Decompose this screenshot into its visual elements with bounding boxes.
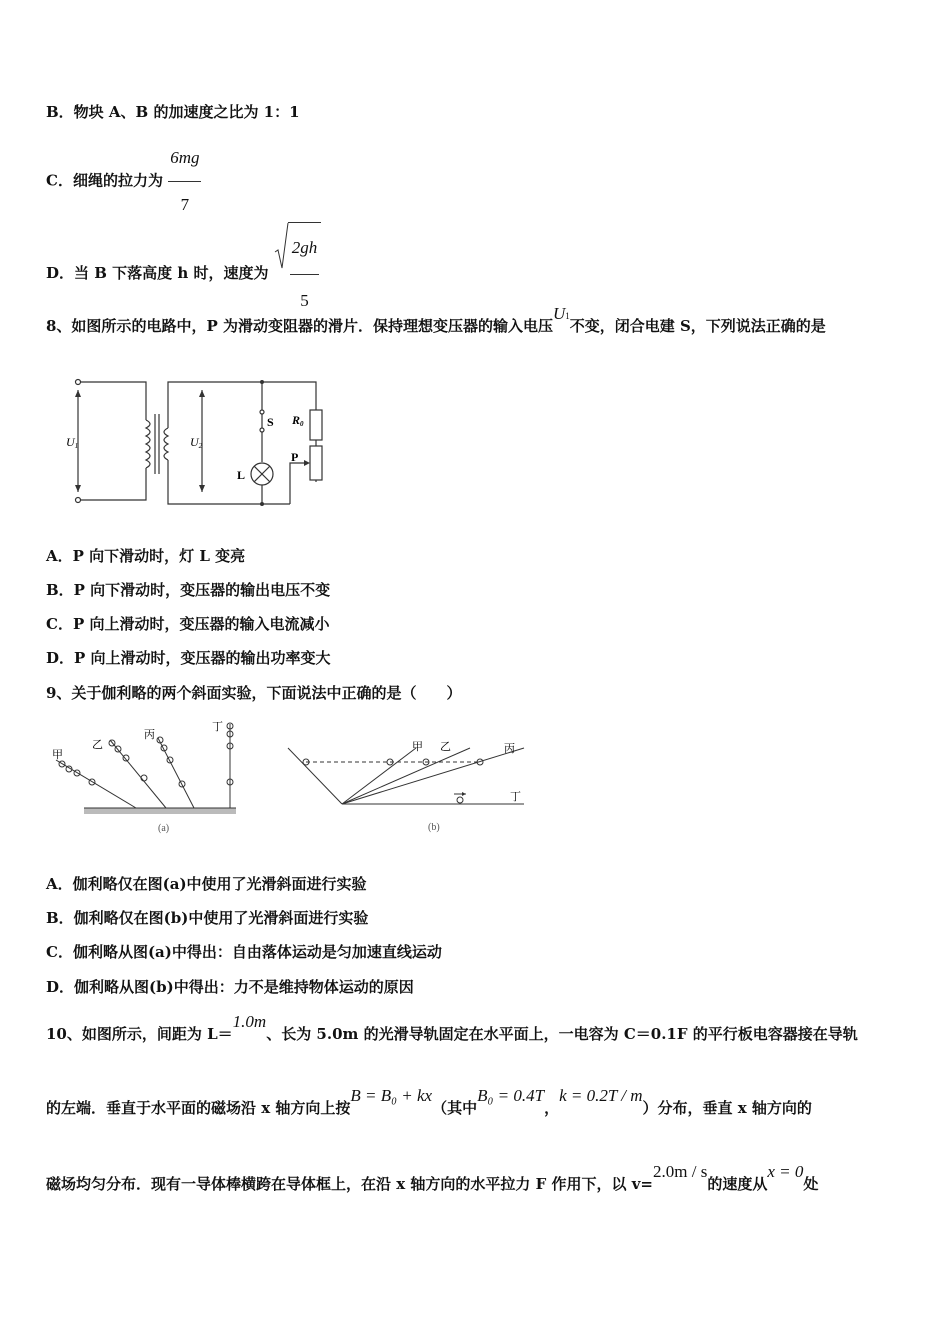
fig-a-caption: (a) bbox=[158, 823, 170, 834]
q10-l2-math-2: B₀ = 0.4T bbox=[477, 1086, 545, 1105]
fig-a-label-ding: 丁 bbox=[212, 721, 223, 733]
q7-option-d-sqrt bbox=[274, 222, 322, 326]
q7-option-c-text: C．细绳的拉力为 bbox=[46, 171, 163, 190]
q9-figure-b bbox=[280, 730, 530, 840]
radical-sign-icon bbox=[274, 222, 290, 270]
q9-stem: 9、关于伽利略的两个斜面实验，下面说法中正确的是（ ） bbox=[46, 684, 462, 702]
q8-stem-u1 bbox=[553, 304, 570, 326]
q10-l3-text-a: 磁场均匀分布．现有一导体棒横跨在导体框上，在沿 x 轴方向的水平拉力 F 作用下，以 v= bbox=[46, 1175, 653, 1193]
q10-l2-text-c: ， bbox=[544, 1099, 560, 1117]
fig-b-label-bing: 丙 bbox=[504, 743, 515, 755]
q7-option-d bbox=[46, 222, 321, 326]
q7-option-d-text: D．当 B 下落高度 h 时，速度为 bbox=[46, 264, 269, 282]
q7-option-d-fraction bbox=[290, 223, 320, 326]
q10-line-2 bbox=[46, 1086, 812, 1118]
q8-label-s: S bbox=[267, 415, 274, 429]
q8-option-c: C．P 向上滑动时，变压器的输入电流减小 bbox=[46, 615, 330, 633]
fig-a-label-yi: 乙 bbox=[92, 739, 103, 751]
q10-l1-text-a: 10、如图所示，间距为 L＝ bbox=[46, 1025, 233, 1043]
q10-l2-text-a: 的左端．垂直于水平面的磁场沿 x 轴方向上按 bbox=[46, 1099, 351, 1117]
q10-l3-text-c: 处 bbox=[803, 1175, 819, 1193]
q10-l3-text-b: 的速度从 bbox=[707, 1175, 768, 1193]
q9-option-c: C．伽利略从图(a)中得出：自由落体运动是匀加速直线运动 bbox=[46, 943, 442, 961]
q9-option-d: D．伽利略从图(b)中得出：力不是维持物体运动的原因 bbox=[46, 978, 414, 996]
q8-label-u1: U1 bbox=[66, 435, 79, 450]
fig-a-label-bing: 丙 bbox=[144, 729, 155, 741]
fig-b-label-ding: 丁 bbox=[510, 791, 521, 803]
q9-option-b: B．伽利略仅在图(b)中使用了光滑斜面进行实验 bbox=[46, 909, 369, 927]
q10-l2-math-1: B = B₀ + kx bbox=[350, 1086, 433, 1105]
q8-circuit-diagram bbox=[62, 370, 332, 512]
q7-option-d-numerator: 2gh bbox=[290, 223, 320, 275]
fig-b-label-jia: 甲 bbox=[412, 741, 423, 753]
q10-l2-math-3: k = 0.2T / m bbox=[559, 1086, 643, 1105]
q9-option-a: A．伽利略仅在图(a)中使用了光滑斜面进行实验 bbox=[46, 875, 367, 893]
q8-option-d: D．P 向上滑动时，变压器的输出功率变大 bbox=[46, 649, 331, 667]
q7-option-b: B．物块 A、B 的加速度之比为 1：1 bbox=[46, 103, 300, 121]
q8-label-p: P bbox=[291, 450, 299, 464]
q10-l1-math: 1.0m bbox=[232, 1012, 267, 1031]
q7-option-c bbox=[46, 136, 201, 227]
q10-line-3 bbox=[46, 1162, 819, 1194]
q8-option-b: B．P 向下滑动时，变压器的输出电压不变 bbox=[46, 581, 331, 599]
q8-stem-sub: 1 bbox=[565, 311, 570, 321]
q9-figure-a bbox=[46, 716, 246, 840]
fig-a-label-jia: 甲 bbox=[52, 749, 63, 761]
q8-label-u2: U2 bbox=[190, 435, 203, 450]
q7-option-c-numerator: 6mg bbox=[168, 136, 201, 182]
q10-l1-text-b: 、长为 5.0m 的光滑导轨固定在水平面上，一电容为 C＝0.1F 的平行板电容器接在导轨 bbox=[266, 1025, 858, 1043]
q10-l3-math-1: 2.0m / s bbox=[653, 1162, 708, 1181]
q10-l2-text-b: （其中 bbox=[432, 1099, 478, 1117]
q10-l2-text-d: ）分布，垂直 x 轴方向的 bbox=[642, 1099, 812, 1117]
q8-label-r0: R0 bbox=[292, 413, 304, 428]
q8-stem-text-a: 8、如图所示的电路中，P 为滑动变阻器的滑片．保持理想变压器的输入电压 bbox=[46, 317, 553, 335]
q8-stem-var: U bbox=[552, 304, 566, 323]
q7-option-d-denominator: 5 bbox=[300, 291, 309, 310]
q8-label-l: L bbox=[237, 468, 246, 482]
q8-stem bbox=[46, 304, 826, 338]
q8-stem-text-b: 不变，闭合电建 S，下列说法正确的是 bbox=[569, 317, 826, 335]
q7-option-c-denominator: 7 bbox=[180, 195, 190, 214]
q10-line-1 bbox=[46, 1012, 858, 1044]
q7-option-c-fraction bbox=[168, 136, 201, 227]
fig-b-label-yi: 乙 bbox=[440, 741, 451, 753]
q10-l3-math-2: x = 0 bbox=[767, 1162, 804, 1181]
fig-b-caption: (b) bbox=[428, 822, 440, 833]
q8-option-a: A．P 向下滑动时，灯 L 变亮 bbox=[46, 547, 246, 565]
